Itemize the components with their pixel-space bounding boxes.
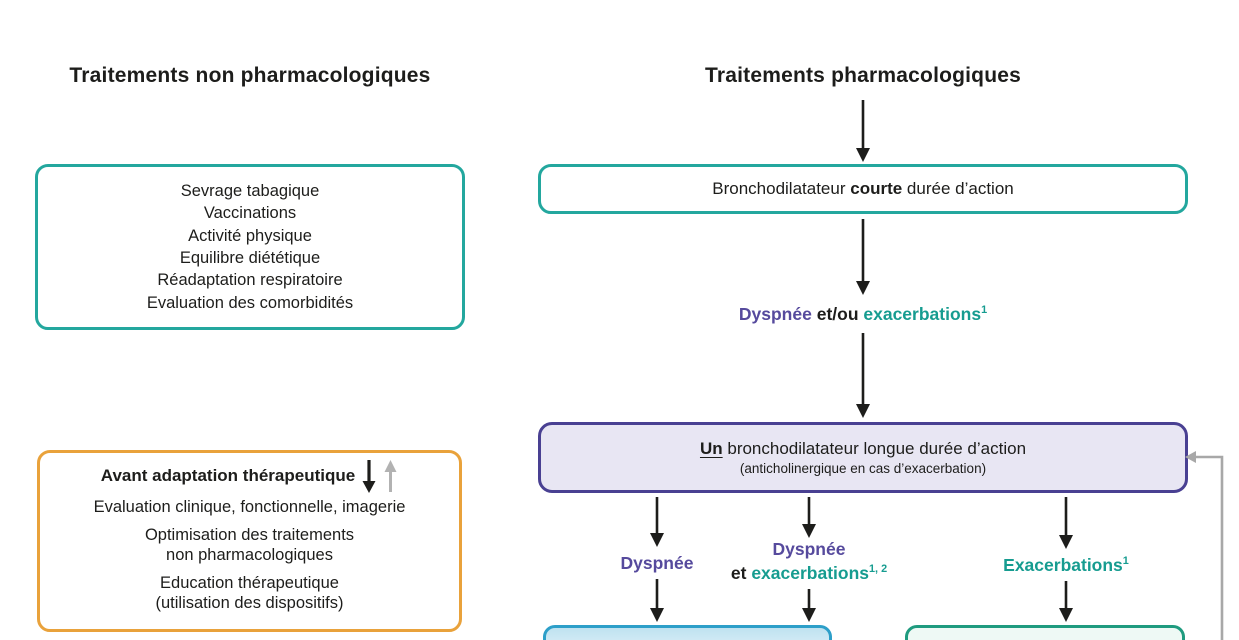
flow-arrow-down <box>854 219 872 295</box>
non-pharma-item: Sevrage tabagique <box>180 181 320 200</box>
long-acting-bronchodilator-box <box>538 422 1188 493</box>
heading-non-pharmacological: Traitements non pharmacologiques <box>69 64 431 87</box>
adaptation-line-education: Education thérapeutique <box>160 574 339 592</box>
short-box-text-bold: courte <box>850 179 903 198</box>
footnote-ref: 1 <box>1122 555 1129 568</box>
short-box-text-pre: Bronchodilatateur <box>712 179 851 198</box>
bottom-right-treatment-box <box>905 625 1185 640</box>
arrow-up-icon <box>383 460 398 493</box>
branch-dyspnea-exacerbations-label <box>689 537 929 585</box>
non-pharma-item: Vaccinations <box>203 204 297 223</box>
non-pharma-item: Activité physique <box>188 226 312 245</box>
arrow-down-icon <box>361 459 377 493</box>
flow-arrow-down <box>1057 581 1075 622</box>
flow-arrow-down <box>1057 497 1075 549</box>
branch2-exacerbations: exacerbations <box>751 563 870 583</box>
flow-arrow-down <box>854 333 872 418</box>
flow-arrow-down <box>648 579 666 622</box>
long-box-rest: bronchodilatateur longue durée d’action <box>722 439 1027 458</box>
non-pharma-item: Réadaptation respiratoire <box>157 271 343 290</box>
before-adaptation-box <box>37 450 462 632</box>
flow-arrow-down <box>854 100 872 162</box>
adaptation-line-optimisation-2: non pharmacologiques <box>166 546 333 564</box>
footnote-ref: 1, 2 <box>869 563 888 576</box>
feedback-arrow-left <box>1180 448 1239 640</box>
non-pharma-item: Equilibre diététique <box>179 249 321 267</box>
flow-arrow-down <box>648 497 666 547</box>
branch-exacerbations-label <box>946 553 1186 577</box>
non-pharmacological-treatments-box <box>35 164 465 330</box>
short-acting-bronchodilator-box <box>538 164 1188 214</box>
branch2-et: et <box>730 563 752 583</box>
footnote-ref: 1 <box>981 304 988 317</box>
branch2-line1: Dyspnée <box>772 539 846 559</box>
bottom-left-treatment-box <box>543 625 832 640</box>
flow-arrow-down <box>800 589 818 622</box>
adaptation-line-evaluation: Evaluation clinique, fonctionnelle, imagerie <box>93 498 406 516</box>
adaptation-title: Avant adaptation thérapeutique <box>100 466 356 485</box>
non-pharma-item: Evaluation des comorbidités <box>146 293 354 312</box>
branch3-label: Exacerbations <box>1003 555 1123 575</box>
long-box-note: (anticholinergique en cas d’exacerbation) <box>739 461 987 476</box>
short-box-text-post: durée d’action <box>902 179 1014 198</box>
label-connector: et/ou <box>811 304 864 324</box>
dyspnea-or-exacerbations-label <box>648 302 1078 326</box>
long-box-un: Un <box>699 439 723 458</box>
branch-dyspnea-label: Dyspnée <box>620 553 694 573</box>
flow-arrow-down <box>800 497 818 538</box>
adaptation-line-education-2: (utilisation des dispositifs) <box>155 594 344 612</box>
label-exacerbations: exacerbations <box>863 304 982 324</box>
heading-pharmacological: Traitements pharmacologiques <box>704 64 1022 87</box>
adaptation-line-optimisation: Optimisation des traitements <box>144 526 355 544</box>
label-dyspnee: Dyspnée <box>738 304 812 324</box>
